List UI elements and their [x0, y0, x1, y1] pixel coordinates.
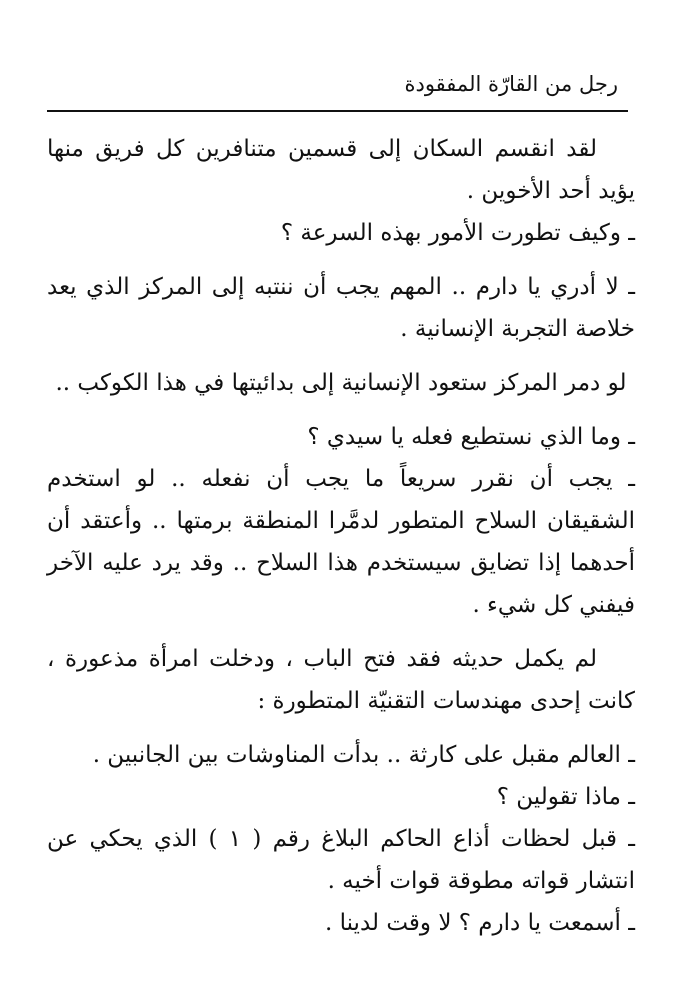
paragraph-2: ـ وكيف تطورت الأمور بهذه السرعة ؟: [280, 220, 635, 246]
header-rule: [47, 110, 628, 112]
paragraph-1: لقد انقسم السكان إلى قسمين متنافرين كل فريق منها يؤيد أحد الأخوين .: [47, 136, 635, 204]
paragraph-11: ـ أسمعت يا دارم ؟ لا وقت لدينا .: [324, 910, 635, 936]
paragraph-10: ـ قبل لحظات أذاع الحاكم البلاغ رقم ( ١ ) الذي يحكي عن انتشار قواته مطوقة قوات أخيه .: [47, 826, 635, 894]
paragraph-8: ـ العالم مقبل على كارثة .. بدأت المناوشات بين الجانبين .: [92, 742, 635, 768]
paragraph-5: ـ وما الذي نستطيع فعله يا سيدي ؟: [307, 424, 635, 450]
paragraph-7: لم يكمل حديثه فقد فتح الباب ، ودخلت امرأة مذعورة ، كانت إحدى مهندسات التقنيّة المتطورة :: [47, 646, 635, 714]
paragraph-3: ـ لا أدري يا دارم .. المهم يجب أن ننتبه إلى المركز الذي يعد خلاصة التجربة الإنسانية .: [47, 274, 635, 342]
body-text: [47, 128, 635, 944]
paragraph-6: ـ يجب أن نقرر سريعاً ما يجب أن نفعله .. لو استخدم الشقيقان السلاح المتطور لدمَّرا المنطقة برمتها .. وأعتقد أن أحدهما إذا تضايق سيستخدم هذا السلاح .. وقد يرد عليه الآخر فيفني كل شيء .: [47, 466, 635, 618]
running-header: رجل من القارّة المفقودة: [404, 72, 618, 96]
paragraph-4: لو دمر المركز ستعود الإنسانية إلى بدائيتها في هذا الكوكب ..: [55, 370, 627, 396]
paragraph-9: ـ ماذا تقولين ؟: [496, 784, 635, 810]
